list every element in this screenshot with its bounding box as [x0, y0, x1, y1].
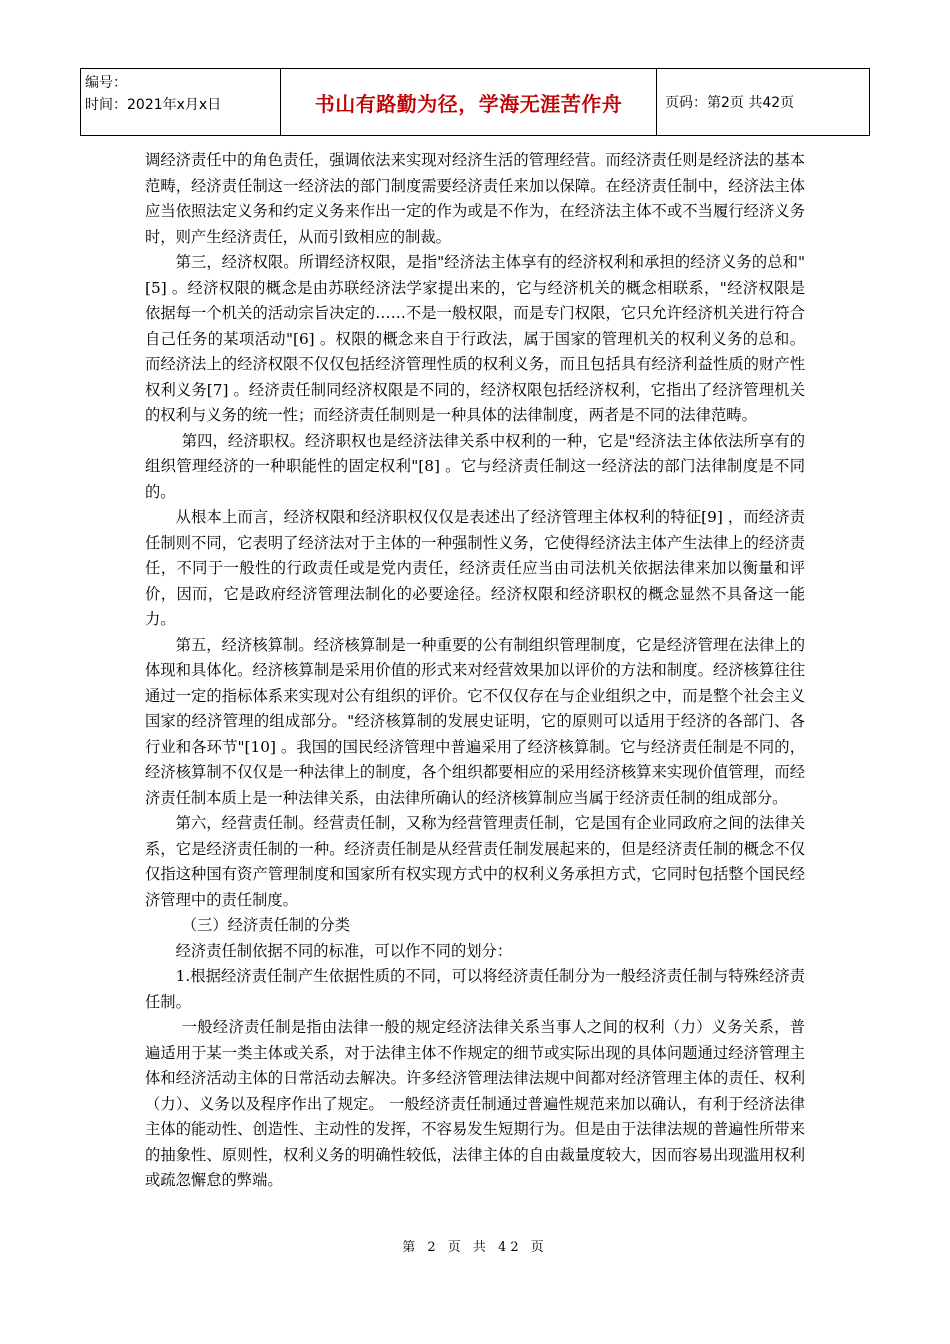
paragraph: 从根本上而言，经济权限和经济职权仅仅是表述出了经济管理主体权利的特征[9] ，而经济责任制则不同，它表明了经济法对于主体的一种强制性义务，它使得经济法主体产生法律上的经济责任，不同于一般性的行政责任或是党内责任，经济责任应当由司法机关依据法律来加以衡量和评价，因而，它是政府经济管理法制化的必要途径。经济权限和经济职权的概念显然不具备这一能力。	[145, 508, 805, 628]
paragraph: 第六，经营责任制。经营责任制，又称为经营管理责任制，它是国有企业同政府之间的法律关系，它是经济责任制的一种。经济责任制是从经营责任制发展起来的，但是经济责任制的概念不仅仅指这种国有资产管理制度和国家所有权实现方式中的权利义务承担方式，它同时包括整个国民经济管理中的责任制度。	[145, 814, 805, 909]
header-motto: 书山有路勤为径，学海无涯苦作舟	[281, 69, 657, 135]
paragraph: 第五，经济核算制。经济核算制是一种重要的公有制组织管理制度，它是经济管理在法律上的体现和具体化。经济核算制是采用价值的形式来对经营效果加以评价的方法和制度。经济核算往往通过一定的指标体系来实现对公有组织的评价。它不仅仅存在与企业组织之中，而是整个社会主义国家的经济管理的组成部分。"经济核算制的发展史证明，它的原则可以适用于经济的各部门、各行业和各环节"[10] 。我国的国民经济管理中普遍采用了经济核算制。它与经济责任制是不同的，经济核算制不仅仅是一种法律上的制度，各个组织都要相应的采用经济核算来实现价值管理，而经济责任制本质上是一种法律关系，由法律所确认的经济核算制应当属于经济责任制的组成部分。	[145, 635, 805, 807]
page-footer: 第 2 页 共 42 页	[402, 1240, 548, 1255]
section-heading: （三）经济责任制的分类	[181, 916, 350, 934]
header-meta	[81, 69, 281, 135]
paragraph: 1.根据经济责任制产生依据性质的不同，可以将经济责任制分为一般经济责任制与特殊经济责任制。	[145, 967, 805, 1011]
paragraph: 第三，经济权限。所谓经济权限，是指"经济法主体享有的经济权利和承担的经济义务的总和"[5] 。经济权限的概念是由苏联经济法学家提出来的，它与经济机关的概念相联系，"经济权限是依据每一个机关的活动宗旨决定的……不是一般权限，而是专门权限，它只允许经济机关进行符合自己任务的某项活动"[6] 。权限的概念来自于行政法，属于国家的管理机关的权利义务的总和。而经济法上的经济权限不仅仅包括经济管理性质的权利义务，而且包括具有经济利益性质的财产性权利义务[7] 。经济责任制同经济权限是不同的，经济权限包括经济权利，它指出了经济管理机关的权利与义务的统一性；而经济责任制则是一种具体的法律制度，两者是不同的法律范畴。	[145, 253, 805, 424]
paragraph: 一般经济责任制是指由法律一般的规定经济法律关系当事人之间的权利（力）义务关系，普遍适用于某一类主体或关系，对于法律主体不作规定的细节或实际出现的具体问题通过经济管理主体和经济活动主体的日常活动去解决。许多经济管理法律法规中间都对经济管理主体的责任、权利（力）、义务以及程序作出了规定。 一般经济责任制通过普遍性规范来加以确认，有利于经济法律主体的能动性、创造性、主动性的发挥，不容易发生短期行为。但是由于法律法规的普遍性所带来的抽象性、原则性，权利义务的明确性较低，法律主体的自由裁量度较大，因而容易出现滥用权利或疏忽懈怠的弊端。	[145, 1018, 805, 1189]
paragraph: 第四，经济职权。经济职权也是经济法律关系中权利的一种，它是"经济法主体依法所享有的组织管理经济的一种职能性的固定权利"[8] 。它与经济责任制这一经济法的部门法律制度是不同的。	[145, 431, 805, 501]
document-date: 时间：2021年x月x日	[85, 97, 222, 113]
paragraph: 调经济责任中的角色责任，强调依法来实现对经济生活的管理经营。而经济责任则是经济法的基本范畴，经济责任制这一经济法的部门制度需要经济责任来加以保障。在经济责任制中，经济法主体应当依照法定义务和约定义务来作出一定的作为或是不作为，在经济法主体不或不当履行经济义务时，则产生经济责任，从而引致相应的制裁。	[145, 151, 805, 246]
header-page-info: 页码：第2页 共42页	[665, 95, 795, 111]
document-body	[145, 148, 805, 1194]
page-header	[80, 68, 870, 136]
paragraph: 经济责任制依据不同的标准，可以作不同的划分：	[175, 941, 513, 960]
document-number: 编号：	[85, 75, 127, 91]
